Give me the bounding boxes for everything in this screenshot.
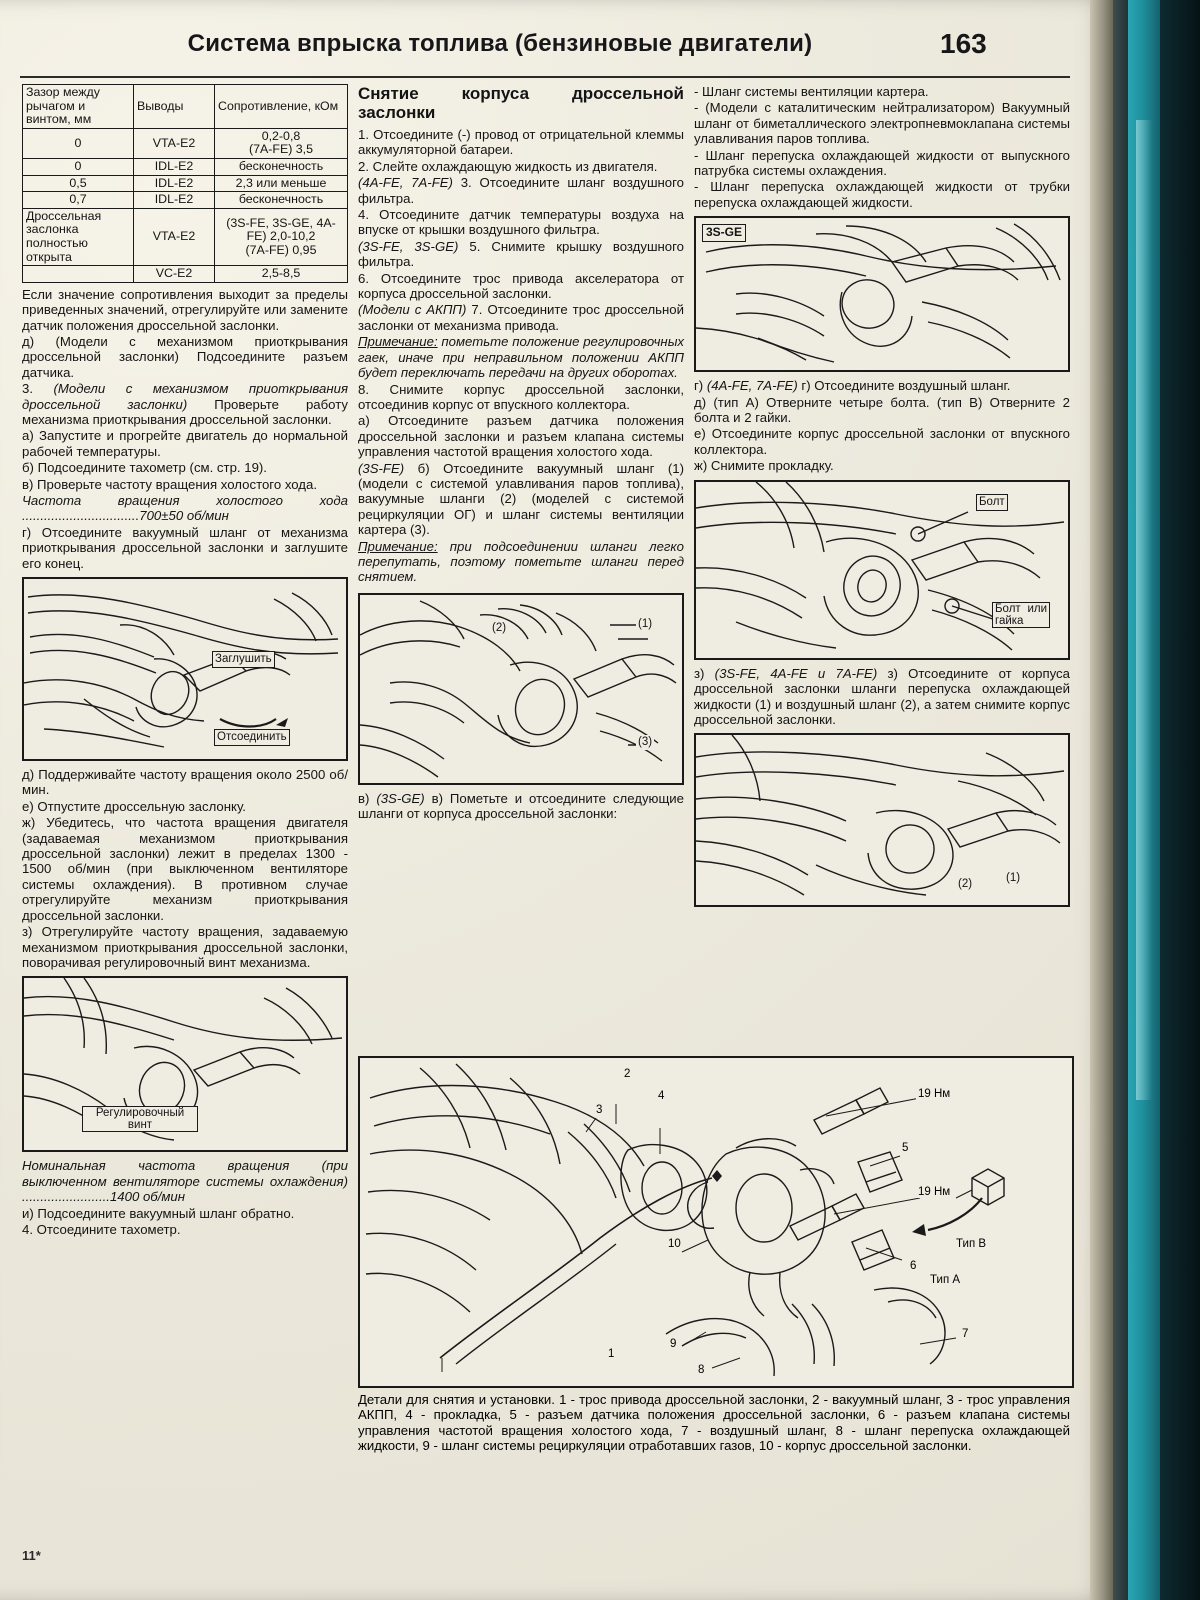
- cell-gap: [23, 266, 134, 283]
- para-step-8v: в) (3S-GE) в) Пометьте и отсоедините следующие шланги от корпуса дроссельной заслонки:: [358, 790, 684, 822]
- para-substep-g: г) (4A-FE, 7A-FE) г) Отсоедините воздушный шланг.: [694, 378, 1011, 394]
- step-text: 7. Отсоедините трос дроссельной заслонки от механизма привода.: [358, 302, 684, 333]
- callout-9: 9: [670, 1338, 677, 1350]
- figure-tag-3sge: 3S-GE: [702, 224, 746, 241]
- callout-3: 3: [596, 1104, 603, 1116]
- cell-resistance: 0,2-0,8 (7A-FE) 3,5: [215, 128, 348, 158]
- spec-value: 1400 об/мин: [109, 1189, 185, 1205]
- spec-label: Частота вращения холостого хода ................................: [22, 493, 348, 524]
- para-substep-zh: ж) Убедитесь, что частота вращения двигателя (задаваемая механизмом приоткрывания дроссельной заслонки) лежит в пределах 1300 - 1500 об/мин (при выключенном вентиляторе системы охлаждения). В противном случае отрегулируйте механизм приоткрывания дроссельной заслонки.: [22, 815, 348, 923]
- step-variant: (Модели с АКПП): [358, 302, 467, 318]
- spec-label: Номинальная частота вращения (при выключенном вентиляторе системы охлаждения) ........................: [22, 1158, 348, 1205]
- step-variant: (Модели с механизмом приоткрывания дроссельной заслонки): [22, 381, 348, 412]
- figure-callout-2: (2): [490, 621, 508, 636]
- step-number: 3.: [22, 381, 33, 397]
- step-text: в) Пометьте и отсоедините следующие шланги от корпуса дроссельной заслонки:: [358, 790, 684, 822]
- para-step-2: 2. Слейте охлаждающую жидкость из двигателя.: [358, 158, 658, 174]
- step-variant: (3S-FE, 4A-FE и 7A-FE): [714, 665, 878, 681]
- step-variant: (3S-FE): [358, 460, 405, 476]
- para-substep-d: д) (тип А) Отверните четыре болта. (тип В) Отверните 2 болта и 2 гайки.: [694, 394, 1070, 426]
- label-type-b: Тип В: [956, 1238, 987, 1250]
- table-row: [23, 266, 348, 283]
- figure-callout-3: (3): [636, 735, 654, 750]
- torque-spec-2: 19 Нм: [918, 1186, 951, 1198]
- para-substep-zh: ж) Снимите прокладку.: [694, 458, 834, 474]
- callout-8: 8: [698, 1364, 705, 1376]
- para-step-4: 4. Отсоедините тахометр.: [22, 1221, 181, 1237]
- para-note-2: [358, 539, 684, 585]
- para-resistance-out-of-range: Если значение сопротивления выходит за пределы приведенных значений, отрегулируйте или замените датчик положения дроссельной заслонки.: [22, 286, 348, 333]
- figure-hose-callouts: [358, 593, 684, 785]
- callout-2: 2: [624, 1068, 631, 1080]
- callout-10: 10: [668, 1238, 681, 1250]
- para-hose-1: - Шланг системы вентиляции картера.: [694, 84, 929, 99]
- para-step-d-connect: д) (Модели с механизмом приоткрывания дроссельной заслонки) Подсоедините разъем датчика.: [22, 333, 348, 380]
- figure-exploded-throttle-body: [358, 1056, 1074, 1388]
- figure-label-bolt-or-nut: Болт или гайка: [992, 602, 1050, 628]
- cell-terminals: IDL-E2: [134, 192, 215, 209]
- cell-gap: 0: [23, 128, 134, 158]
- cell-gap: Дроссельная заслонка полностью открыта: [23, 208, 134, 265]
- para-note-1: [358, 334, 684, 380]
- step-variant: (3S-GE): [376, 790, 425, 806]
- figure-callout-2: (2): [956, 877, 974, 892]
- para-substep-e: е) Отпустите дроссельную заслонку.: [22, 798, 246, 814]
- para-step-1: 1. Отсоедините (-) провод от отрицательной клеммы аккумуляторной батареи.: [358, 127, 684, 158]
- cell-gap: 0,5: [23, 175, 134, 192]
- para-substep-d2: д) Поддерживайте частоту вращения около 2500 об/мин.: [22, 767, 348, 798]
- table-header-row: [23, 85, 348, 129]
- figure-adjusting-screw: [22, 976, 348, 1152]
- callout-6: 6: [910, 1260, 917, 1272]
- cell-resistance: (3S-FE, 3S-GE, 4A-FE) 2,0-10,2 (7A-FE) 0,95: [215, 208, 348, 265]
- spec-nominal-speed: [22, 1158, 348, 1204]
- figure-coolant-bypass-hoses: [694, 733, 1070, 907]
- step-text: г) Отсоедините воздушный шланг.: [801, 378, 1011, 394]
- book-background: [1160, 0, 1200, 1600]
- column-right: [694, 84, 1070, 913]
- section-heading: Снятие корпуса дроссельной заслонки: [358, 84, 684, 122]
- para-step-3: [358, 175, 684, 206]
- para-hose-4: - Шланг перепуска охлаждающей жидкости от трубки перепуска охлаждающей жидкости.: [694, 179, 1070, 210]
- table-row: [23, 208, 348, 265]
- spec-value: 700±50 об/мин: [139, 508, 229, 524]
- figure-3sge-throttle: [694, 216, 1070, 372]
- step-variant: (4A-FE, 7A-FE): [706, 378, 798, 394]
- para-substep-a: а) Запустите и прогрейте двигатель до нормальной рабочей температуры.: [22, 428, 348, 459]
- note-text: пометьте положение регулировочных гаек, иначе при неправильном положении АКПП будет переключать передачи на других оборотах.: [358, 334, 684, 381]
- step-text: 5. Снимите крышку воздушного фильтра.: [358, 238, 685, 270]
- para-substep-g: г) Отсоедините вакуумный шланг от механизма приоткрывания дроссельной заслонки и заглушите его конец.: [22, 524, 348, 571]
- para-step-8: 8. Снимите корпус дроссельной заслонки, отсоединив корпус от впускного коллектора.: [358, 381, 684, 412]
- figure-label-adjust-screw: Регулировочный винт: [82, 1106, 198, 1132]
- para-step-8a: а) Отсоедините разъем датчика положения дроссельной заслонки и разъем клапана системы управления частотой вращения холостого хода.: [358, 413, 684, 460]
- para-substep-z: з) Отрегулируйте частоту вращения, задаваемую механизмом приоткрывания дроссельной заслонки, поворачивая регулировочный винт механизма.: [22, 924, 348, 970]
- para-step-3: [22, 381, 348, 427]
- cell-terminals: VTA-E2: [134, 208, 215, 265]
- column-middle: [358, 84, 684, 823]
- figure-drawing: [696, 482, 1064, 654]
- step-text: Проверьте работу механизма приоткрывания дроссельной заслонки.: [22, 396, 348, 427]
- para-step-8b: [358, 461, 684, 538]
- cell-resistance: бесконечность: [215, 158, 348, 175]
- resistance-table: [22, 84, 348, 283]
- table-row: [23, 158, 348, 175]
- callout-4: 4: [658, 1090, 665, 1102]
- figure-drawing: [360, 595, 678, 779]
- step-variant: (4A-FE, 7A-FE): [358, 175, 453, 191]
- callout-5: 5: [902, 1142, 909, 1154]
- table-row: [23, 128, 348, 158]
- figure-label-disconnect: Отсоединить: [214, 729, 290, 746]
- step-text: б) Отсоедините вакуумный шланг (1) (модели с системой улавливания паров топлива), вакуумные шланги (2) (моделей с системой рециркуляции ОГ) и шланг системы вентиляции картера (3).: [358, 460, 685, 538]
- figure-drawing: [24, 579, 342, 755]
- para-step-5: [358, 239, 684, 270]
- para-hose-2: - (Модели с каталитическим нейтрализатором) Вакуумный шланг от биметаллического электропневмоклапана системы улавливания паров топлива.: [694, 100, 1070, 147]
- header-divider: [20, 76, 1070, 78]
- figure-callout-1: (1): [1004, 871, 1022, 886]
- cell-resistance: 2,5-8,5: [215, 266, 348, 283]
- table-row: [23, 175, 348, 192]
- para-step-6: 6. Отсоедините трос привода акселератора от корпуса дроссельной заслонки.: [358, 270, 684, 302]
- para-substep-b: б) Подсоедините тахометр (см. стр. 19).: [22, 460, 267, 476]
- note-label: Примечание:: [358, 538, 438, 554]
- para-hose-3: - Шланг перепуска охлаждающей жидкости от выпускного патрубка системы охлаждения.: [694, 147, 1070, 179]
- page-number: 163: [940, 28, 987, 59]
- step-text: 3. Отсоедините шланг воздушного фильтра.: [358, 175, 684, 206]
- callout-7: 7: [962, 1328, 969, 1340]
- label-type-a: Тип А: [930, 1274, 961, 1286]
- cell-terminals: IDL-E2: [134, 158, 215, 175]
- figure-label-bolt: Болт: [976, 494, 1008, 511]
- page-title: Система впрыска топлива (бензиновые двигатели): [187, 30, 813, 57]
- figure-callout-1: (1): [636, 617, 654, 632]
- cell-gap: 0: [23, 158, 134, 175]
- para-substep-z: з) (3S-FE, 4A-FE и 7A-FE) з) Отсоедините от корпуса дроссельной заслонки шланги перепуска охлаждающей жидкости (1) и воздушный шланг (2), а затем снимите корпус дроссельной заслонки.: [694, 665, 1070, 727]
- th-resistance: Сопротивление, кОм: [215, 85, 348, 129]
- para-substep-i: и) Подсоедините вакуумный шланг обратно.: [22, 1205, 295, 1221]
- cell-resistance: бесконечность: [215, 192, 348, 209]
- spec-idle-speed: [22, 493, 348, 524]
- cell-gap: 0,7: [23, 192, 134, 209]
- note-text: при подсоединении шланги легко перепутать, поэтому пометьте шланги перед снятием.: [358, 538, 684, 585]
- cell-terminals: VC-E2: [134, 266, 215, 283]
- figure-drawing: [696, 218, 1064, 366]
- figure-label-plug: Заглушить: [212, 651, 275, 668]
- torque-spec-1: 19 Нм: [918, 1088, 951, 1100]
- para-substep-v: в) Проверьте частоту вращения холостого хода.: [22, 476, 317, 492]
- th-gap: Зазор между рычагом и винтом, мм: [23, 85, 134, 129]
- cell-terminals: IDL-E2: [134, 175, 215, 192]
- table-row: [23, 192, 348, 209]
- page-header: [20, 30, 1070, 76]
- step-variant: (3S-FE, 3S-GE): [358, 238, 459, 254]
- step-text: з) Отсоедините от корпуса дроссельной заслонки шланги перепуска охлаждающей жидкости (1) и воздушный шланг (2), а затем снимите корпус дроссельной заслонки.: [694, 665, 1070, 727]
- callout-1: 1: [608, 1348, 615, 1360]
- cell-terminals: VTA-E2: [134, 128, 215, 158]
- para-step-7: [358, 302, 684, 333]
- figure-caption: Детали для снятия и установки. 1 - трос привода дроссельной заслонки, 2 - вакуумный шланг, 3 - трос управления АКПП, 4 - прокладка, 5 - разъем датчика положения дроссельной заслонки, 6 - разъем клапана системы управления частотой вращения холостого хода, 7 - воздушный шланг, 8 - шланг перепуска охлаждающей жидкости, 9 - шланг системы рециркуляции отработавших газов, 10 - корпус дроссельной заслонки.: [358, 1392, 1070, 1454]
- cell-resistance: 2,3 или меньше: [215, 175, 348, 192]
- note-label: Примечание:: [358, 334, 438, 350]
- column-left: [22, 84, 348, 1238]
- para-substep-e: е) Отсоедините корпус дроссельной заслонки от впускного коллектора.: [694, 426, 1070, 457]
- signature-mark: 11*: [22, 1548, 41, 1563]
- th-terminals: Выводы: [134, 85, 215, 129]
- figure-bolt-locations: [694, 480, 1070, 660]
- para-step-4: 4. Отсоедините датчик температуры воздуха на впуске от крышки воздушного фильтра.: [358, 207, 684, 238]
- book-cover-highlight: [1136, 120, 1152, 1100]
- figure-vacuum-hose-plug: [22, 577, 348, 761]
